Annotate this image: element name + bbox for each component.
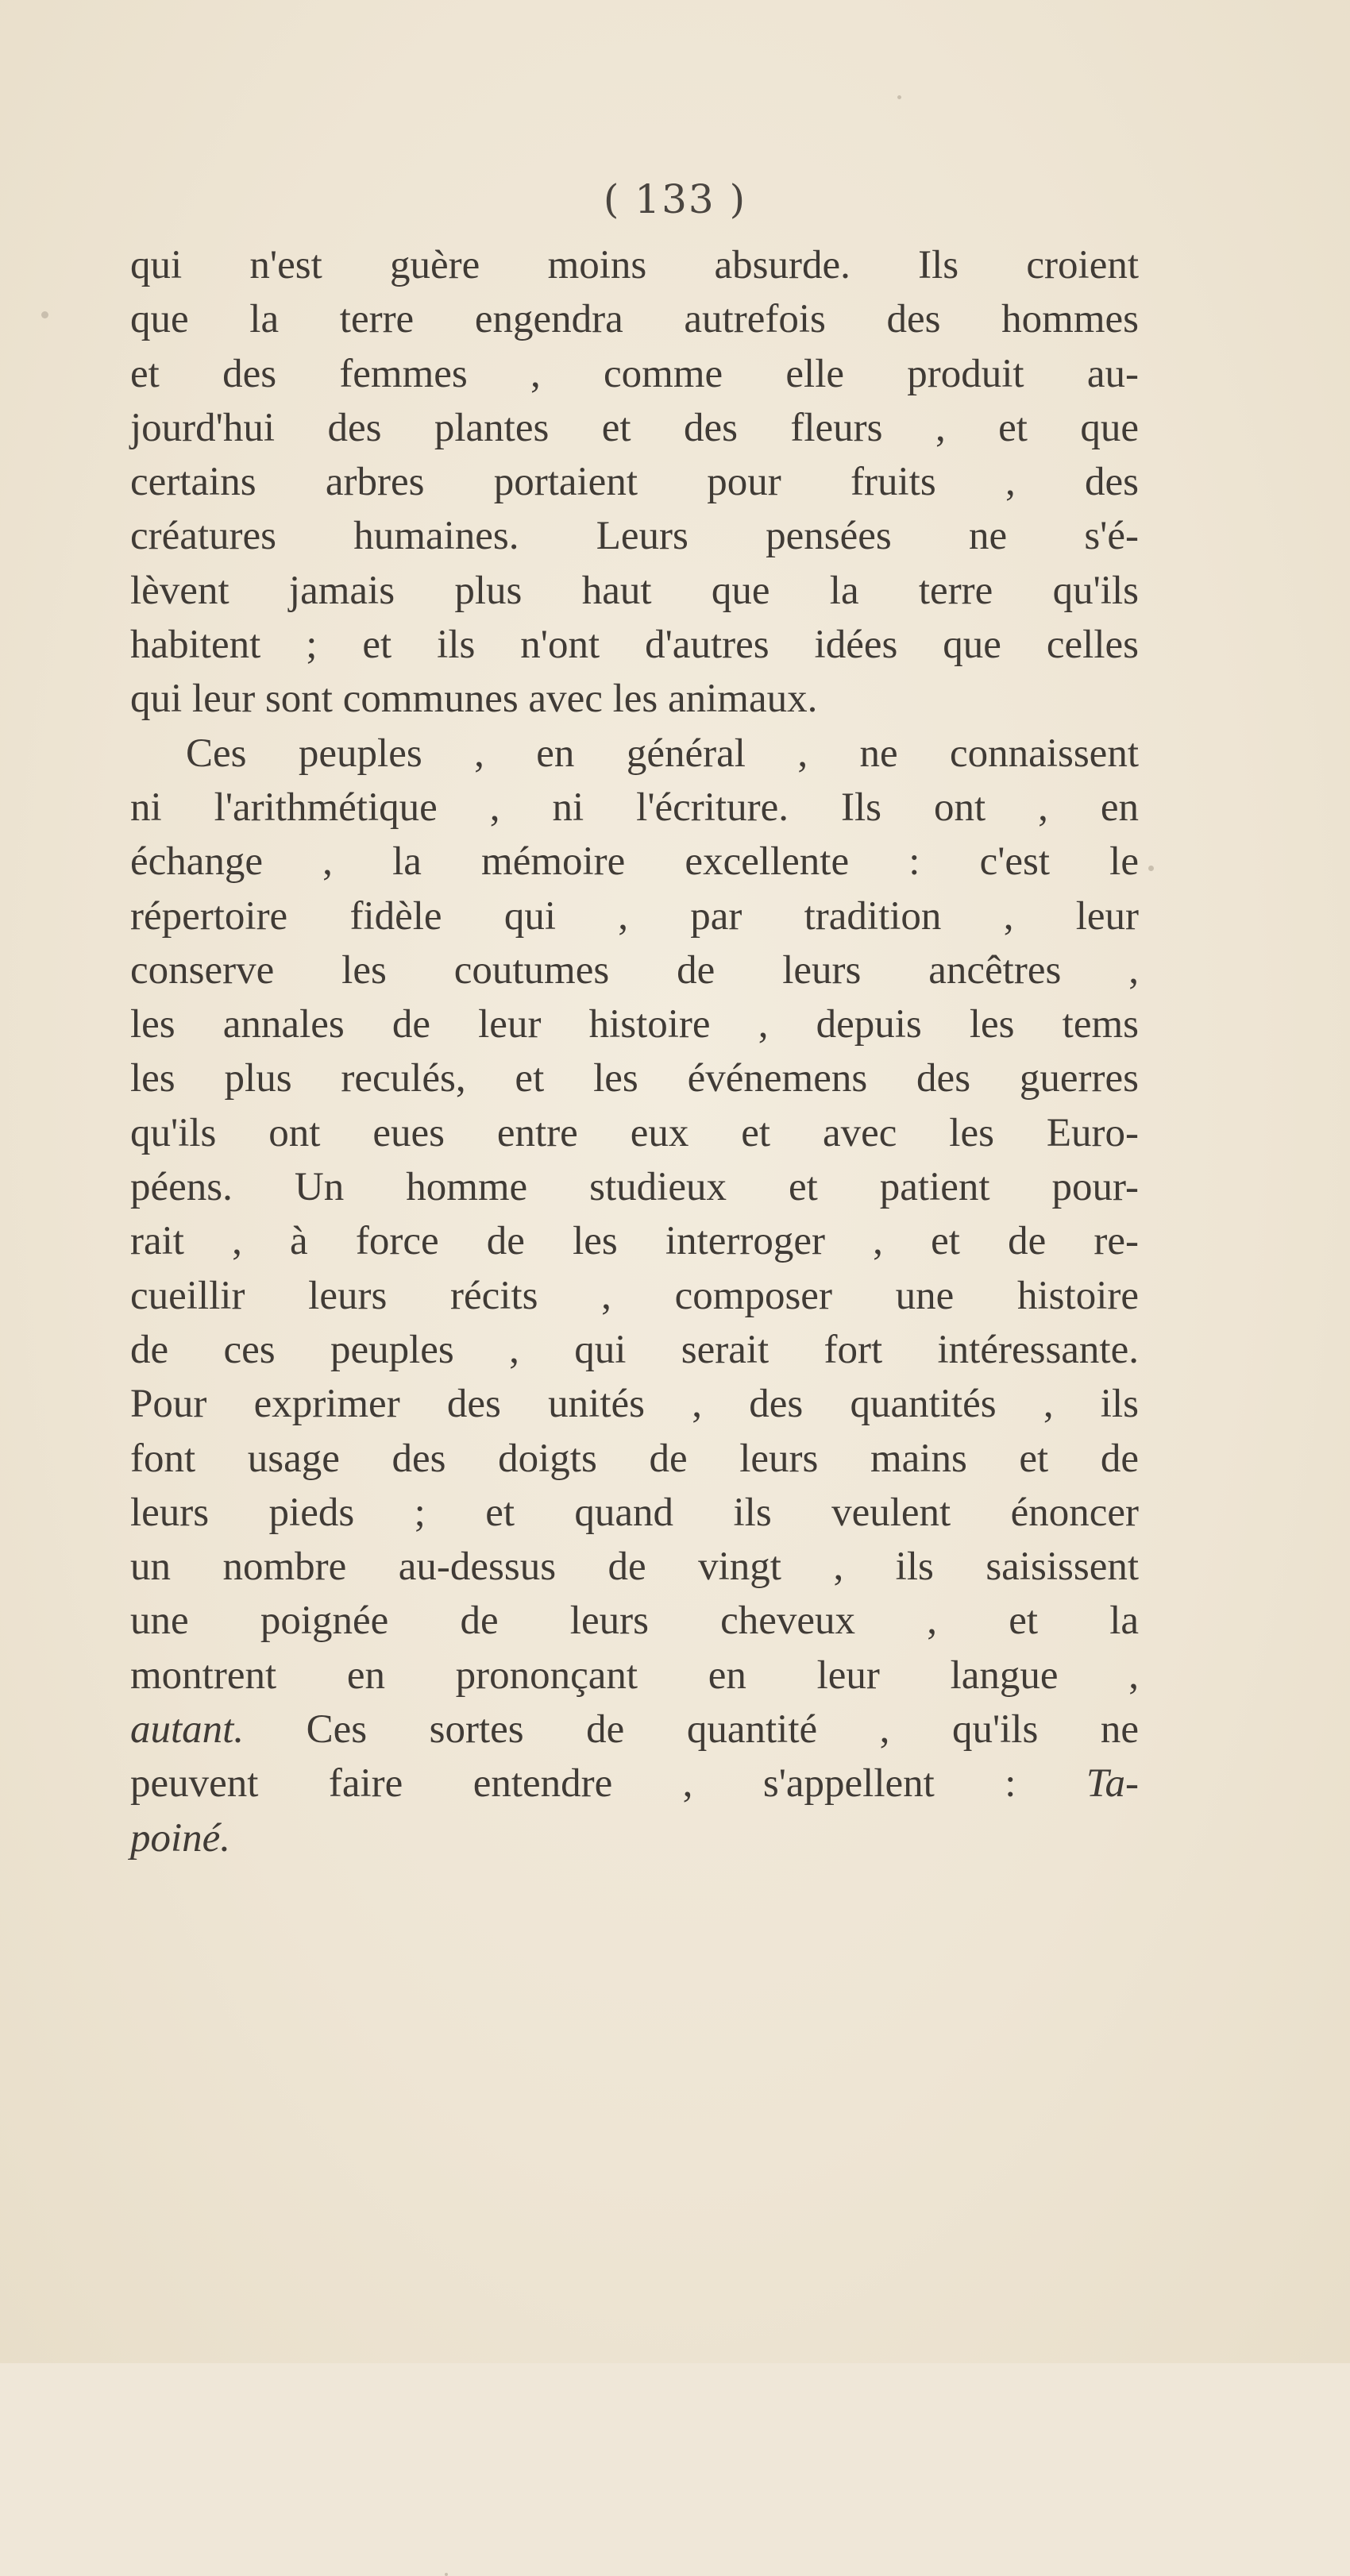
text-line: les plus reculés, et les événemens des guerres — [130, 1056, 1139, 1101]
text-line: qui n'est guère moins absurde. Ils croient — [130, 243, 1139, 287]
text-line: de ces peuples , qui serait fort intéressante. — [130, 1327, 1139, 1372]
text-line: Pour exprimer des unités , des quantités , ils — [130, 1382, 1139, 1427]
text-line: habitent ; et ils n'ont d'autres idées que celles — [130, 623, 1139, 668]
text-line: une poignée de leurs cheveux , et la — [130, 1598, 1139, 1644]
text-line: créatures humaines. Leurs pensées ne s'é- — [130, 514, 1139, 559]
text-line: conserve les coutumes de leurs ancêtres , — [130, 947, 1139, 993]
paper-speck — [1148, 866, 1154, 871]
text-line-italic-end — [130, 1757, 1139, 1811]
text-line: les annales de leur histoire , depuis les tems — [130, 1002, 1139, 1047]
text-line: jourd'hui des plantes et des fleurs , et que — [130, 405, 1139, 450]
line-rest: peuvent faire entendre , s'appellent : — [130, 1761, 1086, 1807]
line-rest: Ces sortes de quantité , qu'ils ne — [244, 1707, 1139, 1753]
text-line: certains arbres portaient pour fruits , des — [130, 460, 1139, 505]
page-number-header: ( 133 ) — [603, 176, 747, 222]
paper-speck — [445, 2573, 448, 2576]
text-line: leurs pieds ; et quand ils veulent énoncer — [130, 1490, 1139, 1535]
text-line: montrent en prononçant en leur langue , — [130, 1652, 1139, 1698]
text-line: un nombre au-dessus de vingt , ils saisissent — [130, 1544, 1139, 1590]
text-line: rait , à force de les interroger , et de re- — [130, 1219, 1139, 1264]
italic-word: Ta- — [1086, 1761, 1139, 1807]
paragraph-start-line: Ces peuples , en général , ne connaissent — [186, 731, 1139, 776]
text-line-italic: poiné. — [130, 1815, 231, 1861]
text-line: ni l'arithmétique , ni l'écriture. Ils ont , en — [130, 785, 1139, 830]
text-line: qui leur sont communes avec les animaux. — [130, 677, 818, 722]
text-line: péens. Un homme studieux et patient pour- — [130, 1165, 1139, 1210]
paper-speck — [897, 95, 901, 99]
body-text — [130, 238, 1139, 1865]
text-line: répertoire fidèle qui , par tradition , leur — [130, 893, 1139, 939]
text-line: lèvent jamais plus haut que la terre qu'ils — [130, 568, 1139, 613]
paper-speck — [41, 311, 48, 318]
text-line: qu'ils ont eues entre eux et avec les Euro- — [130, 1110, 1139, 1155]
text-line: cueillir leurs récits , composer une histoire — [130, 1273, 1139, 1318]
text-line-italic-start — [130, 1703, 1139, 1757]
italic-word: autant. — [130, 1707, 245, 1753]
text-line: et des femmes , comme elle produit au- — [130, 351, 1139, 396]
text-line: que la terre engendra autrefois des hommes — [130, 297, 1139, 342]
text-line: font usage des doigts de leurs mains et de — [130, 1436, 1139, 1481]
text-line: échange , la mémoire excellente : c'est le — [130, 839, 1139, 885]
